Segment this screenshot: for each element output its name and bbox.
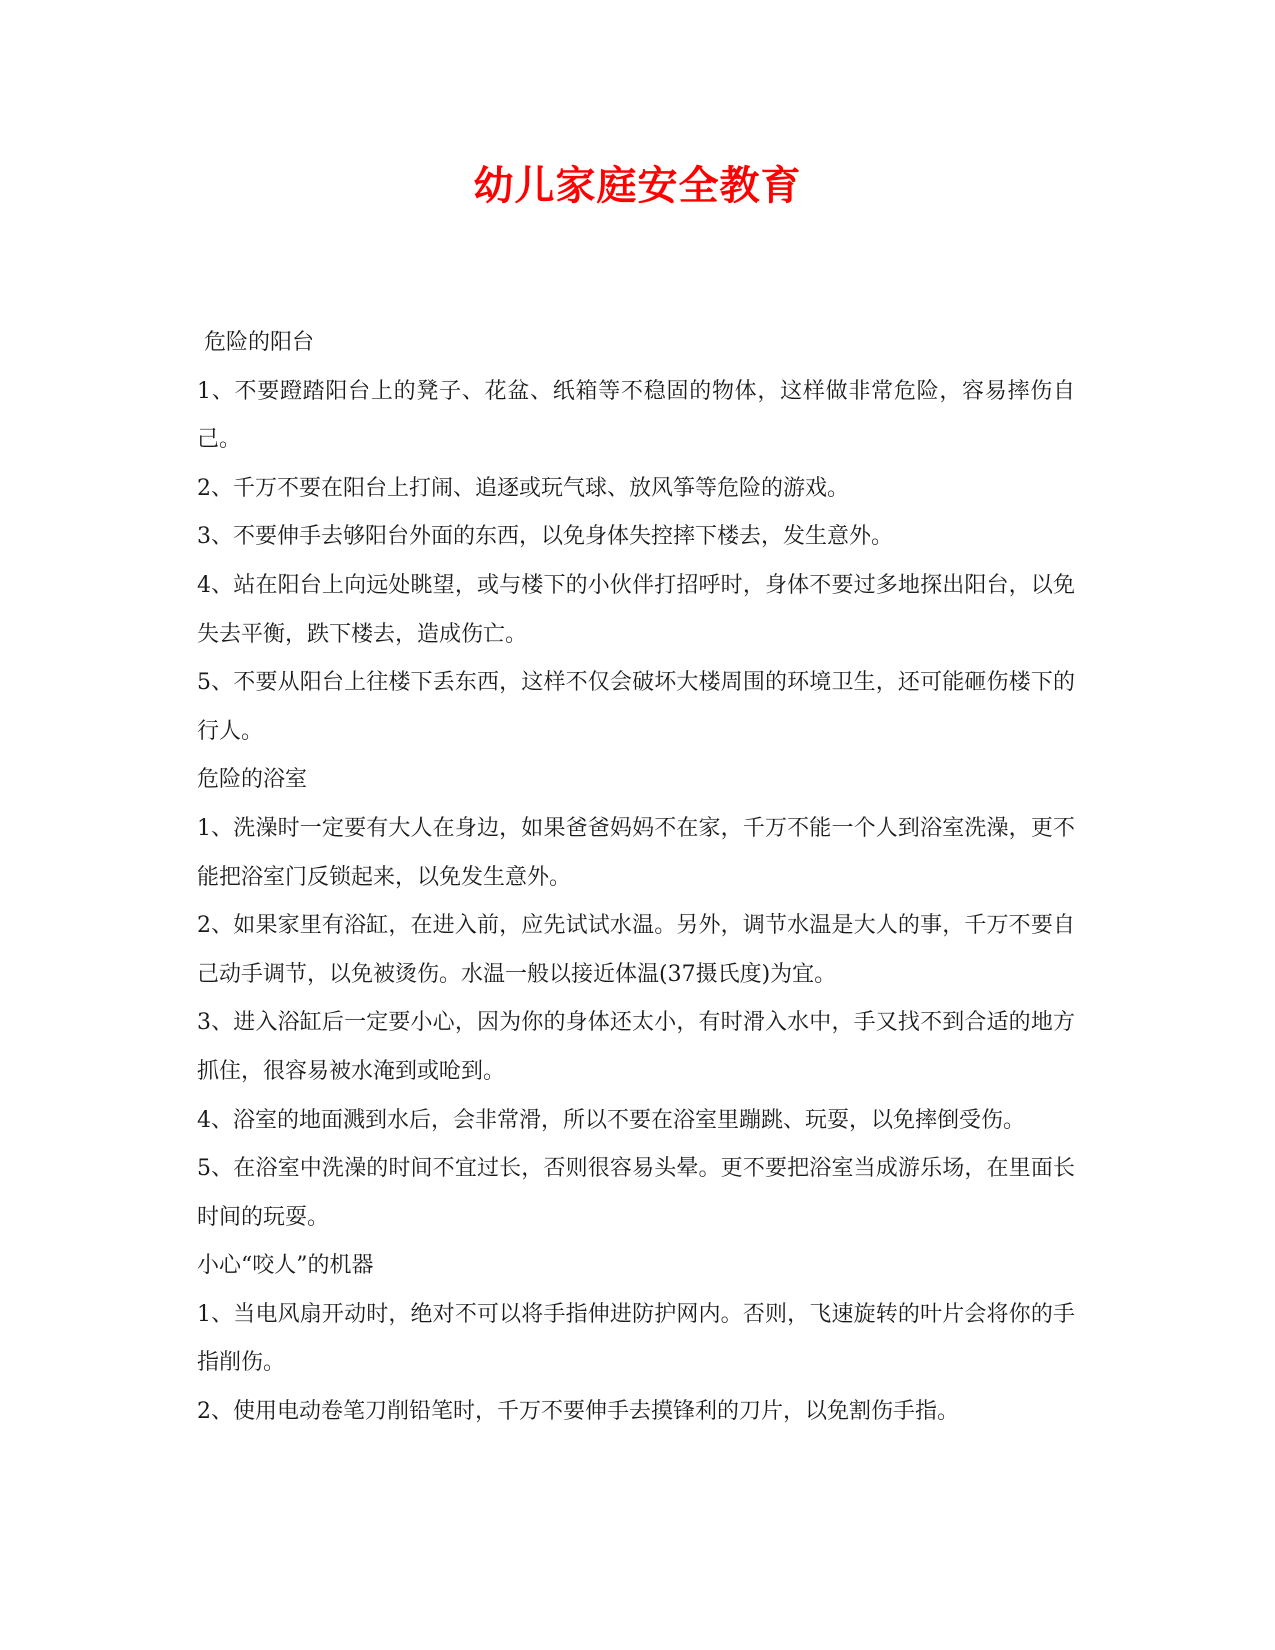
paragraph: 5、在浴室中洗澡的时间不宜过长，否则很容易头晕。更不要把浴室当成游乐场，在里面长时间的玩耍。 [197, 1156, 1075, 1230]
paragraph: 2、千万不要在阳台上打闹、追逐或玩气球、放风筝等危险的游戏。 [197, 475, 849, 501]
paragraph: 4、浴室的地面溅到水后，会非常滑，所以不要在浴室里蹦跳、玩耍，以免摔倒受伤。 [197, 1107, 1025, 1133]
paragraph: 4、站在阳台上向远处眺望，或与楼下的小伙伴打招呼时，身体不要过多地探出阳台，以免失去平衡，跌下楼去，造成伤亡。 [197, 572, 1075, 647]
paragraph: 1、当电风扇开动时，绝对不可以将手指伸进防护网内。否则，飞速旋转的叶片会将你的手指削伤。 [197, 1301, 1075, 1376]
paragraph: 2、使用电动卷笔刀削铅笔时，千万不要伸手去摸锋利的刀片，以免割伤手指。 [197, 1399, 959, 1425]
section-heading-balcony: 危险的阳台 [197, 330, 315, 355]
section-heading-machines: 小心“咬人”的机器 [197, 1253, 374, 1279]
document-title: 幼儿家庭安全教育 [473, 162, 802, 209]
paragraph: 2、如果家里有浴缸，在进入前，应先试试水温。另外，调节水温是大人的事，千万不要自己动手调节，以免被烫伤。水温一般以接近体温(37摄氏度)为宜。 [197, 913, 1075, 987]
paragraph: 1、不要蹬踏阳台上的凳子、花盆、纸箱等不稳固的物体，这样做非常危险，容易摔伤自己。 [197, 378, 1075, 453]
paragraph: 1、洗澡时一定要有大人在身边，如果爸爸妈妈不在家，千万不能一个人到浴室洗澡，更不能把浴室门反锁起来，以免发生意外。 [197, 815, 1075, 890]
section-heading-bathroom: 危险的浴室 [197, 767, 308, 793]
paragraph: 5、不要从阳台上往楼下丢东西，这样不仅会破坏大楼周围的环境卫生，还可能砸伤楼下的行人。 [197, 670, 1075, 744]
paragraph: 3、进入浴缸后一定要小心，因为你的身体还太小，有时滑入水中，手又找不到合适的地方抓住，很容易被水淹到或呛到。 [197, 1010, 1075, 1084]
paragraph: 3、不要伸手去够阳台外面的东西，以免身体失控摔下楼去，发生意外。 [197, 524, 893, 550]
document-body [197, 319, 1075, 1437]
